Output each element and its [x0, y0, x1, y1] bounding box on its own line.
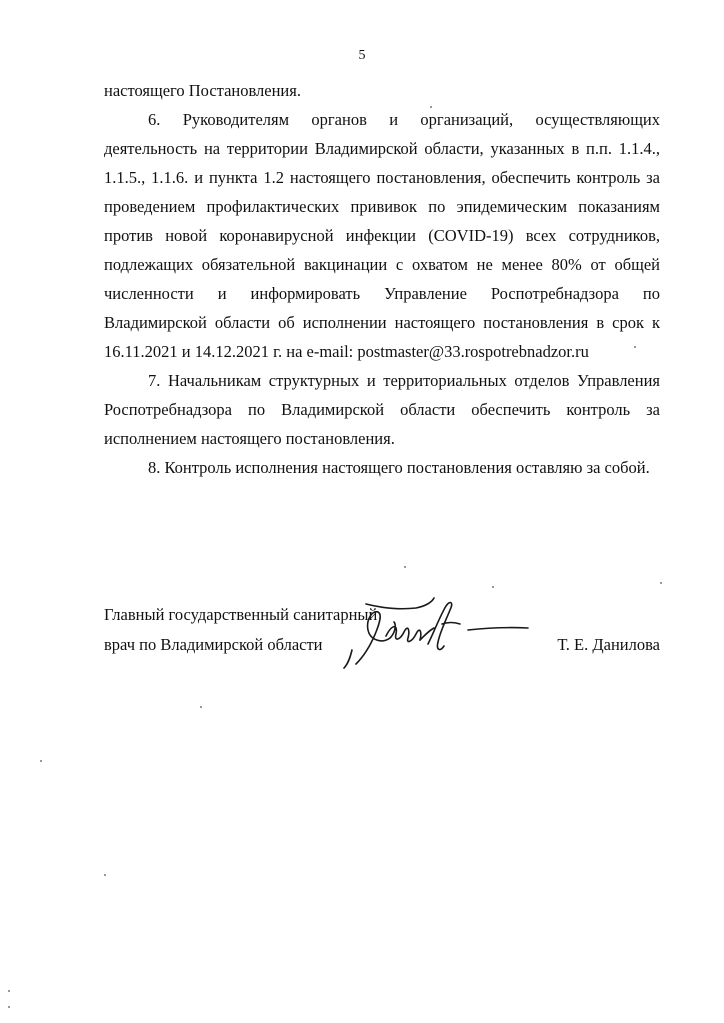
signatory-title-line-2: врач по Владимирской области: [104, 635, 323, 654]
document-body: [104, 76, 660, 482]
signatory-name: Т. Е. Данилова: [557, 635, 660, 654]
signatory-title-line-1: Главный государственный санитарный: [104, 605, 378, 624]
signature-block: [104, 600, 660, 680]
handwritten-signature: [336, 594, 536, 674]
paragraph-continuation: настоящего Постановления.: [104, 81, 301, 100]
page-number: 5: [358, 48, 366, 63]
paragraph-item-8: 8. Контроль исполнения настоящего постановления оставляю за собой.: [148, 458, 650, 477]
paragraph-item-6: 6. Руководителям органов и организаций, осуществляющих деятельность на территории Владимирской области, указанных в п.п. 1.1.4., 1.1.5., 1.1.6. и пункта 1.2 настоящего постановления, обеспечить контроль за проведением профилактических прививок по эпидемическим показаниям против новой коронавирусной инфекции (COVID-19) всех сотрудников, подлежащих обязательной вакцинации с охватом не менее 80% от общей численности и информировать Управление Роспотребнадзора по Владимирской области об исполнении настоящего постановления в срок к 16.11.2021 и 14.12.2021 г. на e-mail: postmaster@33.rospotrebnadzor.ru: [104, 110, 660, 361]
paragraph-item-7: 7. Начальникам структурных и территориальных отделов Управления Роспотребнадзора по Владимирской области обеспечить контроль за исполнением настоящего постановления.: [104, 371, 660, 448]
